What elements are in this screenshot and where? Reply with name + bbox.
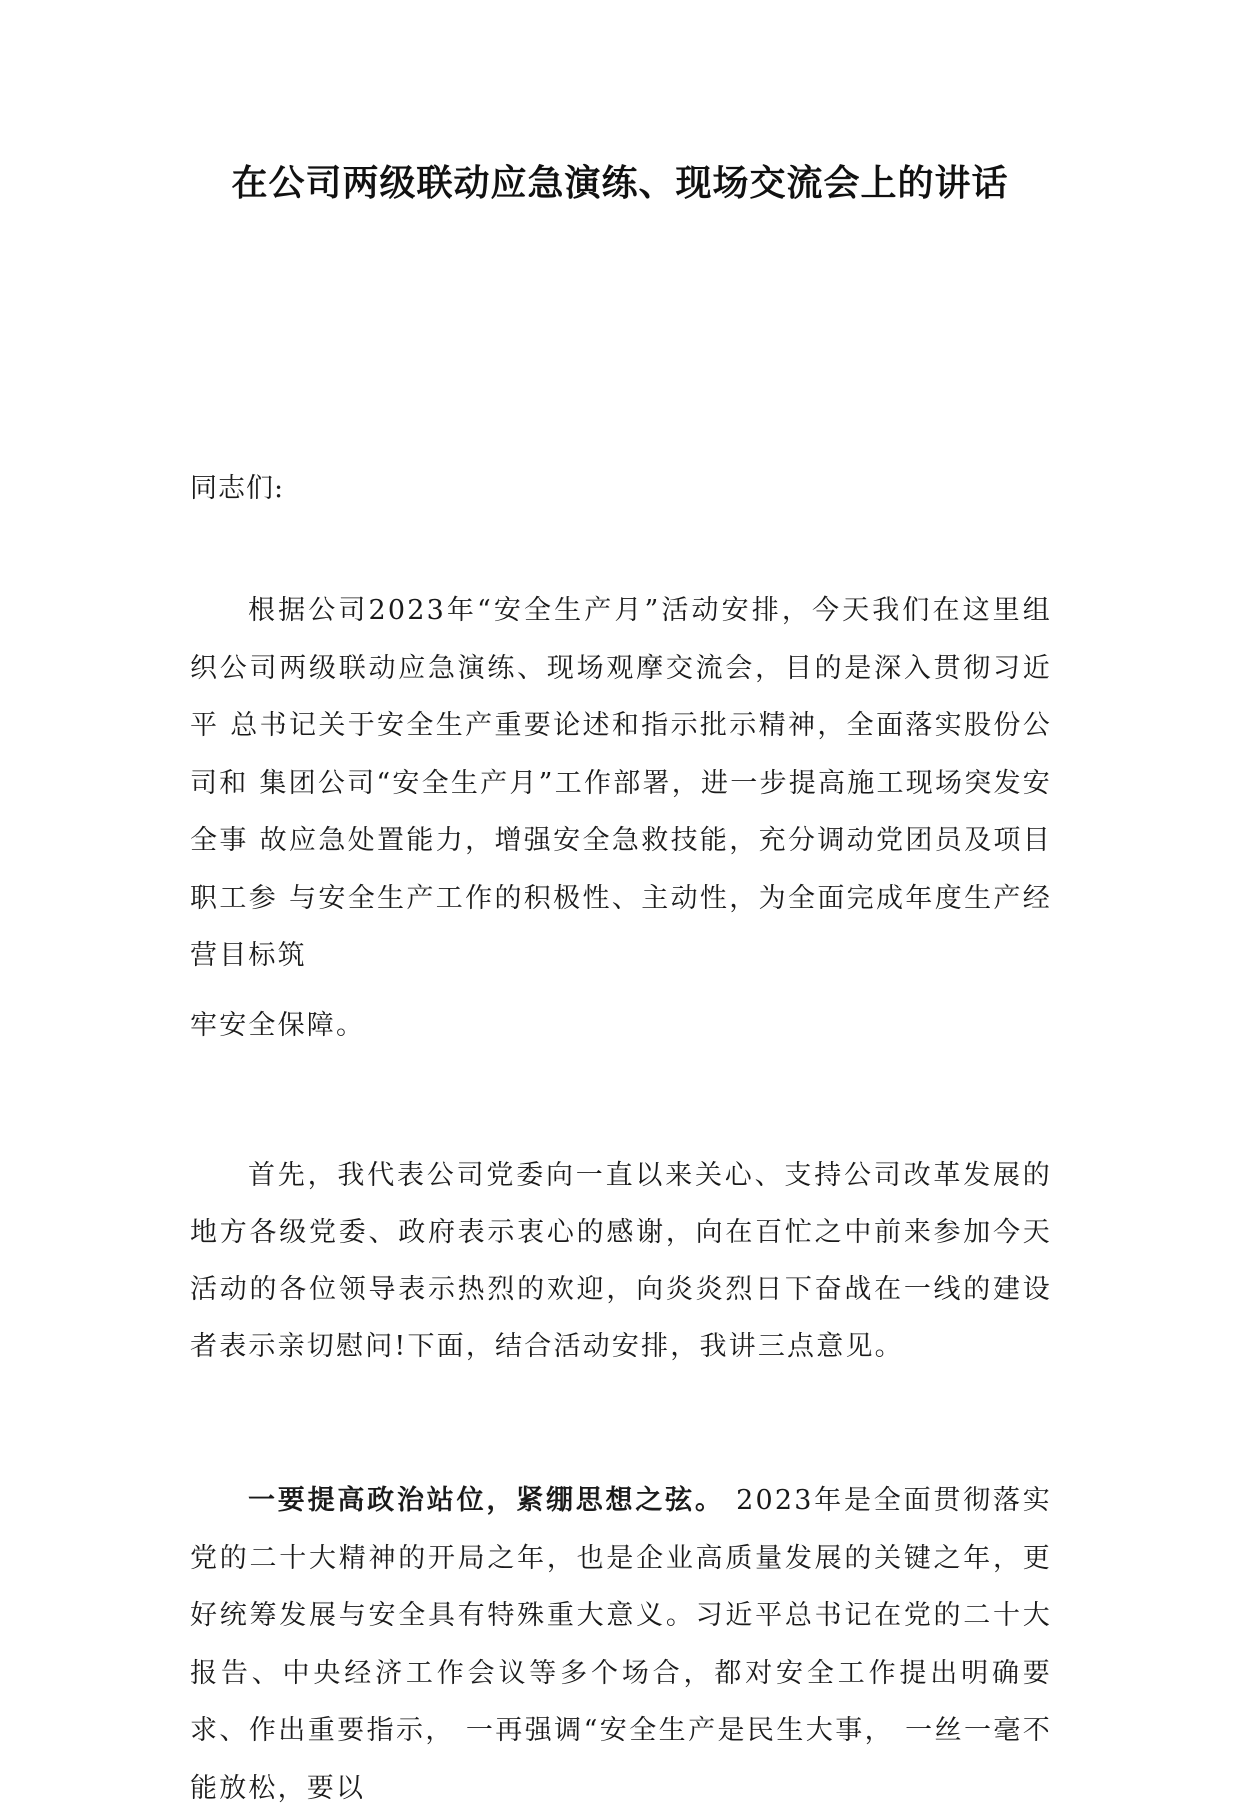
salutation: 同志们: bbox=[190, 473, 285, 504]
paragraph-1: 根据公司2023年“安全生产月”活动安排，今天我们在这里组 织公司两级联动应急演练、现场观摩交流会，目的是深入贯彻习近平 总书记关于安全生产重要论述和指示批示精神，全面落实股份公司和 集团公司“安全生产月”工作部署，进一步提高施工现场突发安全事 故应急处置能力，增强安全急救技能，充分调动党团员及项目职工参 与安全生产工作的积极性、主动性，为全面完成年度生产经营目标筑 bbox=[190, 595, 1052, 971]
paragraph-2: 首先，我代表公司党委向一直以来关心、支持公司改革发展的地方各级党委、政府表示衷心的感谢，向在百忙之中前来参加今天活动的各位领导表示热烈的欢迎，向炎炎烈日下奋战在一线的建设者表示亲切慰问!下面，结合活动安排，我讲三点意见。 bbox=[190, 1160, 1052, 1362]
document-title: 在公司两级联动应急演练、现场交流会上的讲话 bbox=[231, 163, 1009, 204]
paragraph-3-body: 2023年是全面贯彻落实党的二十大精神的开局之年，也是企业高质量发展的关键之年，更好统筹发展与安全具有特殊重大意义。习近平总书记在党的二十大报告、中央经济工作会议等多个场合，都对安全工作提出明确要求、作出重要指示， 一再强调“安全生产是民生大事， 一丝一毫不能放松，要以 bbox=[190, 1485, 1052, 1804]
paragraph-3-lead: 一要提高政治站位，紧绷思想之弦。 bbox=[248, 1485, 725, 1516]
paragraph-1-tail: 牢安全保障。 bbox=[190, 1010, 366, 1041]
paragraph-3 bbox=[190, 1472, 1052, 1817]
